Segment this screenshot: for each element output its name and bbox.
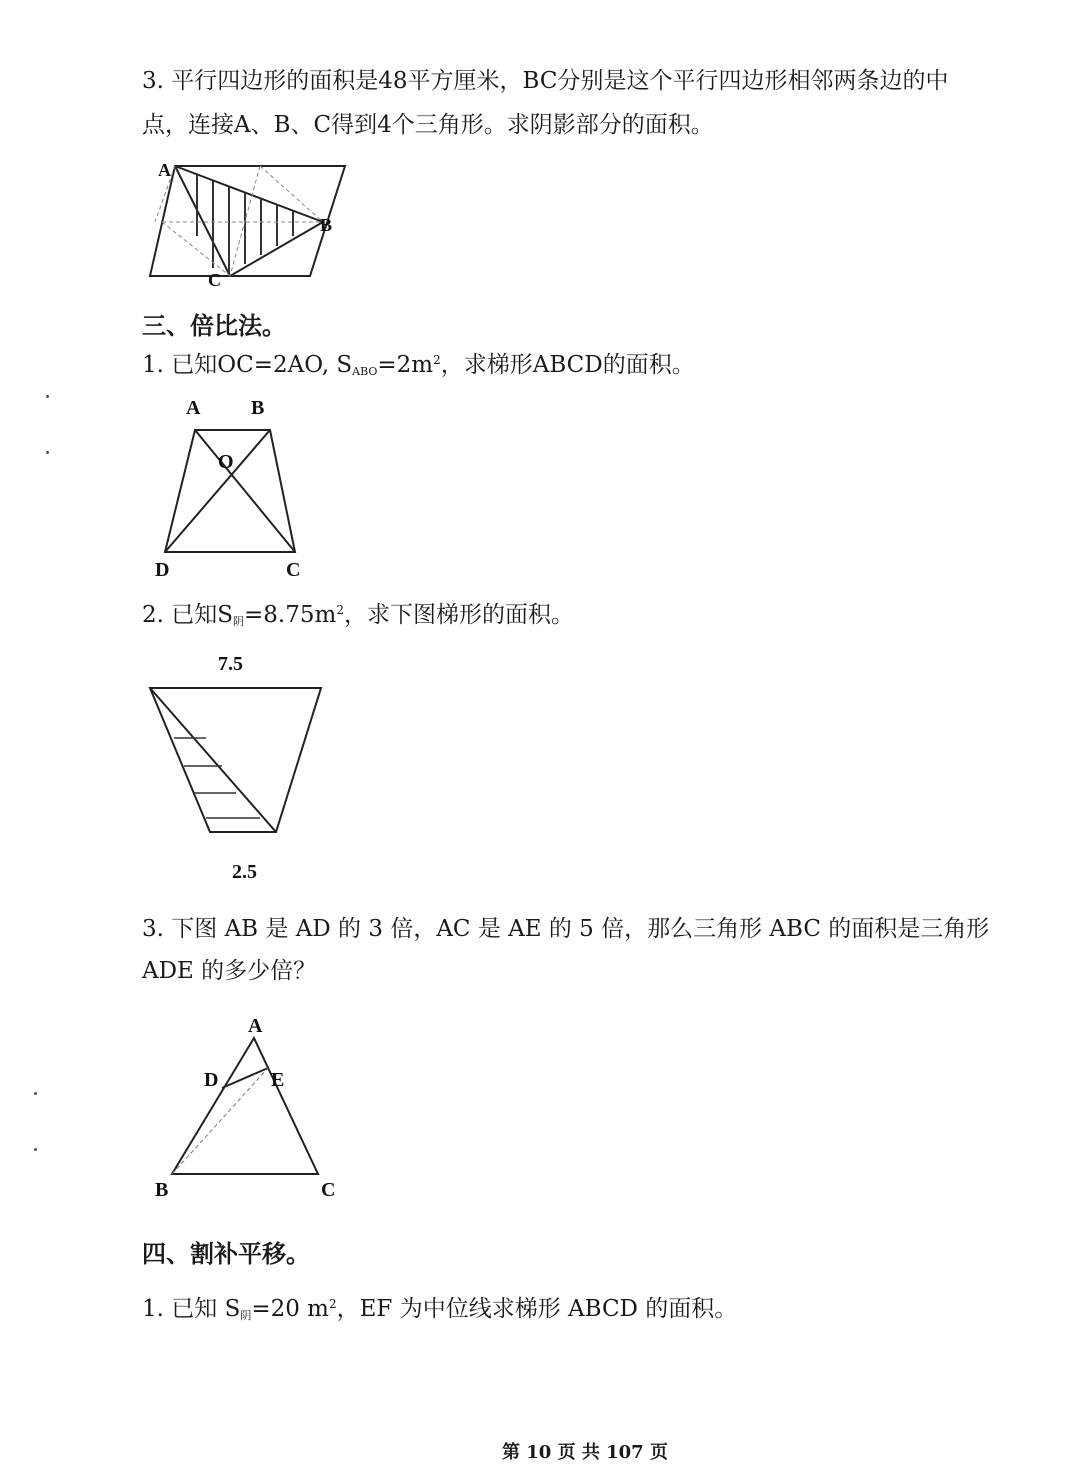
q2-superscript: 2 xyxy=(336,603,344,617)
q3-triangle-line2: ADE 的多少倍？ xyxy=(142,958,317,984)
scan-dot xyxy=(34,1148,37,1151)
parallelogram-figure xyxy=(140,150,360,290)
q1-superscript: 2 xyxy=(433,353,441,367)
q1m-middle: =20 m xyxy=(251,1296,329,1322)
label-d: D xyxy=(204,1069,219,1091)
section4-title: 四、割补平移。 xyxy=(142,1240,310,1268)
trapezoid-abcd-figure xyxy=(150,390,320,585)
triangle-outline xyxy=(172,1038,318,1174)
q2-middle: =8.75m xyxy=(244,602,337,628)
label-b: B xyxy=(251,397,265,419)
q2-subscript: 阴 xyxy=(233,615,245,628)
q3-triangle-line1: 3. 下图 AB 是 AD 的 3 倍，AC 是 AE 的 5 倍，那么三角形 ABC 的面积是三角形 xyxy=(142,916,990,942)
bottom-length-label: 2.5 xyxy=(232,861,257,883)
label-b: B xyxy=(155,1179,169,1201)
q3-parallelogram-line1: 3. 平行四边形的面积是48平方厘米，BC分别是这个平行四边形相邻两条边的中 xyxy=(142,68,949,94)
q1-subscript: ABO xyxy=(352,365,378,378)
q1-suffix: ，求梯形ABCD的面积。 xyxy=(440,352,695,378)
label-c: C xyxy=(208,270,221,290)
shaded-trapezoid-figure xyxy=(140,648,340,888)
scan-dot xyxy=(46,395,49,398)
page-footer: 第 10 页 共 107 页 xyxy=(502,1442,668,1463)
label-c: C xyxy=(286,559,301,581)
label-d: D xyxy=(155,559,170,581)
q3-parallelogram-line2: 点，连接A、B、C得到4个三角形。求阴影部分的面积。 xyxy=(142,112,714,138)
q1-midline-text xyxy=(142,1288,737,1332)
triangle-abc-figure xyxy=(150,1012,350,1207)
shading-lines xyxy=(197,175,293,273)
q1-trapezoid-text xyxy=(142,344,695,388)
scan-dot xyxy=(34,1092,37,1095)
section3-title: 三、倍比法。 xyxy=(142,312,286,340)
label-b: B xyxy=(320,215,333,235)
scan-dot xyxy=(46,451,49,454)
label-a: A xyxy=(248,1015,263,1037)
q1-prefix: 1. 已知OC=2AO, S xyxy=(142,352,353,378)
q2-suffix: ，求下图梯形的面积。 xyxy=(343,602,574,628)
top-length-label: 7.5 xyxy=(218,653,243,675)
q2-trapezoid-text xyxy=(142,594,574,638)
label-a: A xyxy=(186,397,201,419)
trapezoid-outline xyxy=(150,688,321,832)
q1m-superscript: 2 xyxy=(329,1297,337,1311)
q1m-suffix: ，EF 为中位线求梯形 ABCD 的面积。 xyxy=(336,1296,738,1322)
label-a: A xyxy=(158,160,171,180)
q2-prefix: 2. 已知S xyxy=(142,602,234,628)
q1-middle: =2m xyxy=(377,352,434,378)
segment-be-dashed xyxy=(172,1068,268,1174)
parallelogram-outline xyxy=(150,166,345,276)
dashed-lines xyxy=(155,166,323,276)
segment-ac xyxy=(175,166,230,276)
label-e: E xyxy=(271,1069,285,1091)
trapezoid-outline xyxy=(165,430,295,552)
diagonal-ac xyxy=(195,430,295,552)
label-c: C xyxy=(321,1179,336,1201)
label-o: O xyxy=(218,451,234,473)
q1m-prefix: 1. 已知 S xyxy=(142,1296,241,1322)
diagonal xyxy=(150,688,276,832)
q1m-subscript: 阴 xyxy=(240,1309,252,1322)
